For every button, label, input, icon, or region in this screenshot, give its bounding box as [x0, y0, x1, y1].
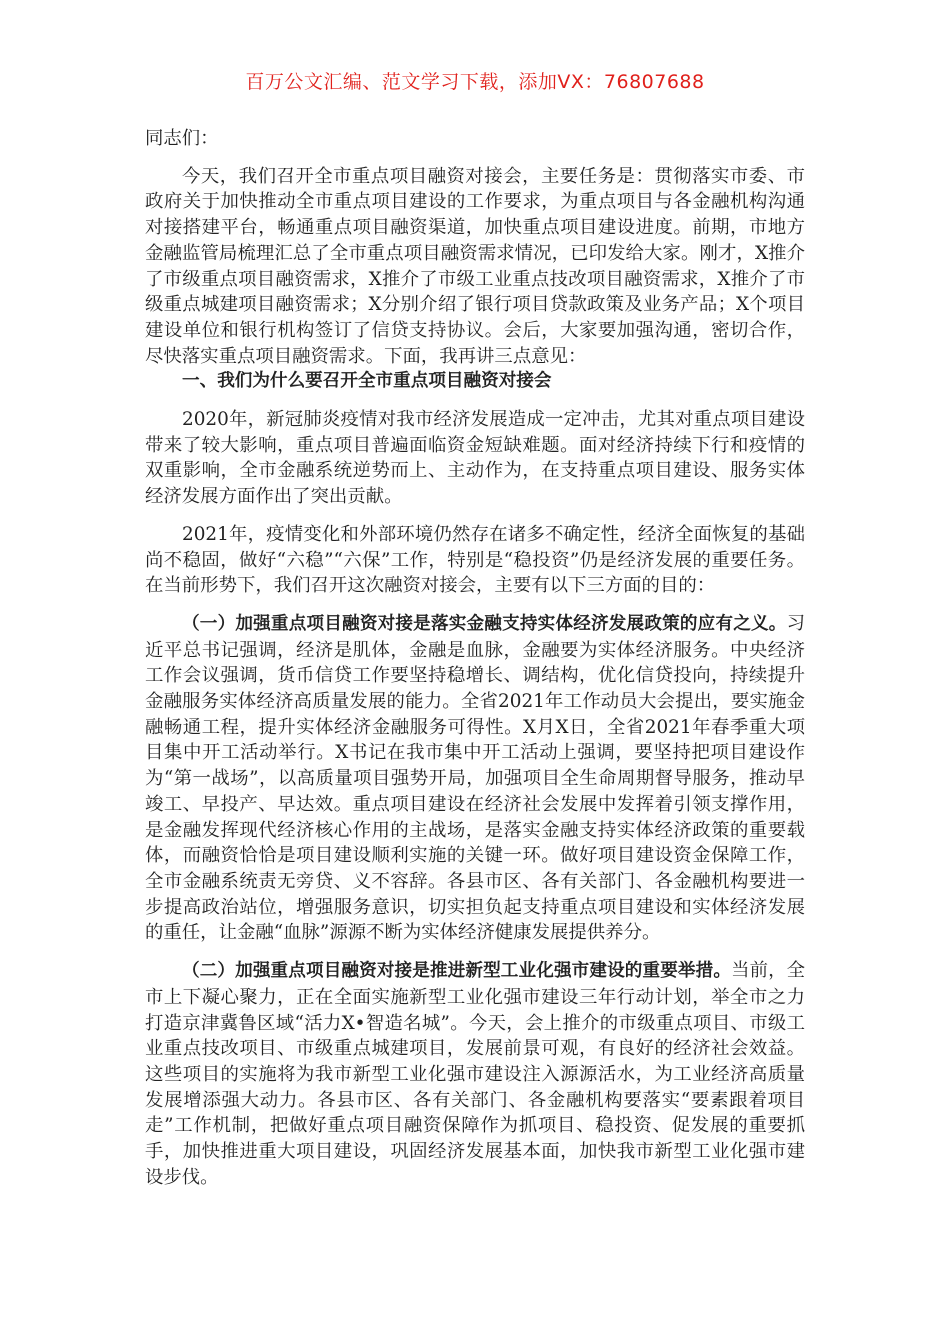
point-1-lead: （一）加强重点项目融资对接是落实金融支持实体经济发展政策的应有之义。: [182, 613, 787, 634]
intro-paragraph: 今天，我们召开全市重点项目融资对接会，主要任务是：贯彻落实市委、市政府关于加快推动全市重点项目建设的工作要求，为重点项目与各金融机构沟通对接搭建平台，畅通重点项目融资渠道，加快重点项目建设进度。前期，市地方金融监管局梳理汇总了全市重点项目融资需求情况，已印发给大家。刚才，X推介了市级重点项目融资需求，X推介了市级工业重点技改项目融资需求，X推介了市级重点城建项目融资需求；X分别介绍了银行项目贷款政策及业务产品；X个项目建设单位和银行机构签订了信贷支持协议。会后，大家要加强沟通，密切合作，尽快落实重点项目融资需求。下面，我再讲三点意见：: [145, 165, 805, 367]
paragraph-2021: 2021年，疫情变化和外部环境仍然存在诸多不确定性，经济全面恢复的基础尚不稳固，做好“六稳”“六保”工作，特别是“稳投资”仍是经济发展的重要任务。在当前形势下，我们召开这次融资对接会，主要有以下三方面的目的：: [145, 523, 805, 597]
paragraph-2020: 2020年，新冠肺炎疫情对我市经济发展造成一定冲击，尤其对重点项目建设带来了较大影响，重点项目普遍面临资金短缺难题。面对经济持续下行和疫情的双重影响，全市金融系统逆势而上、主动作为，在支持重点项目建设、服务实体经济发展方面作出了突出贡献。: [145, 409, 805, 508]
section-heading-1: 一、我们为什么要召开全市重点项目融资对接会: [182, 371, 552, 392]
salutation: 同志们：: [145, 128, 219, 149]
point-2-body: 当前，全市上下凝心聚力，正在全面实施新型工业化强市建设三年行动计划，举全市之力打造京津冀鲁区域“活力X•智造名城”。今天，会上推介的市级重点项目、市级工业重点技改项目、市级重点城建项目，发展前景可观，有良好的经济社会效益。这些项目的实施将为我市新型工业化强市建设注入源源活水，为工业经济高质量发展增添强大动力。各县市区、各有关部门、各金融机构要落实“要素跟着项目走”工作机制，把做好重点项目融资保障作为抓项目、稳投资、促发展的重要抓手，加快推进重大项目建设，巩固经济发展基本面，加快我市新型工业化强市建设步伐。: [145, 960, 805, 1188]
point-2-lead: （二）加强重点项目融资对接是推进新型工业化强市建设的重要举措。: [182, 961, 732, 982]
document-body: [145, 126, 805, 1190]
point-1-body: 习近平总书记强调，经济是肌体，金融是血脉，金融要为实体经济服务。中央经济工作会议强调，货币信贷工作要坚持稳增长、调结构，优化信贷投向，持续提升金融服务实体经济高质量发展的能力。全省2021年工作动员大会提出，要实施金融畅通工程，提升实体经济金融服务可得性。X月X日，全省2021年春季重大项目集中开工活动举行。X书记在我市集中开工活动上强调，要坚持把项目建设作为“第一战场”，以高质量项目强势开局，加强项目全生命周期督导服务，推动早竣工、早投产、早达效。重点项目建设在经济社会发展中发挥着引领支撑作用，是金融发挥现代经济核心作用的主战场，是落实金融支持实体经济政策的重要载体，而融资恰恰是项目建设顺利实施的关键一环。做好项目建设资金保障工作，全市金融系统责无旁贷、义不容辞。各县市区、各有关部门、各金融机构要进一步提高政治站位，增强服务意识，切实担负起支持重点项目建设和实体经济发展的重任，让金融“血脉”源源不断为实体经济健康发展提供养分。: [145, 612, 805, 944]
promo-banner: 百万公文汇编、范文学习下载，添加VX：76807688: [245, 71, 705, 93]
point-2-paragraph: [145, 958, 805, 1190]
point-1-paragraph: [145, 611, 805, 946]
